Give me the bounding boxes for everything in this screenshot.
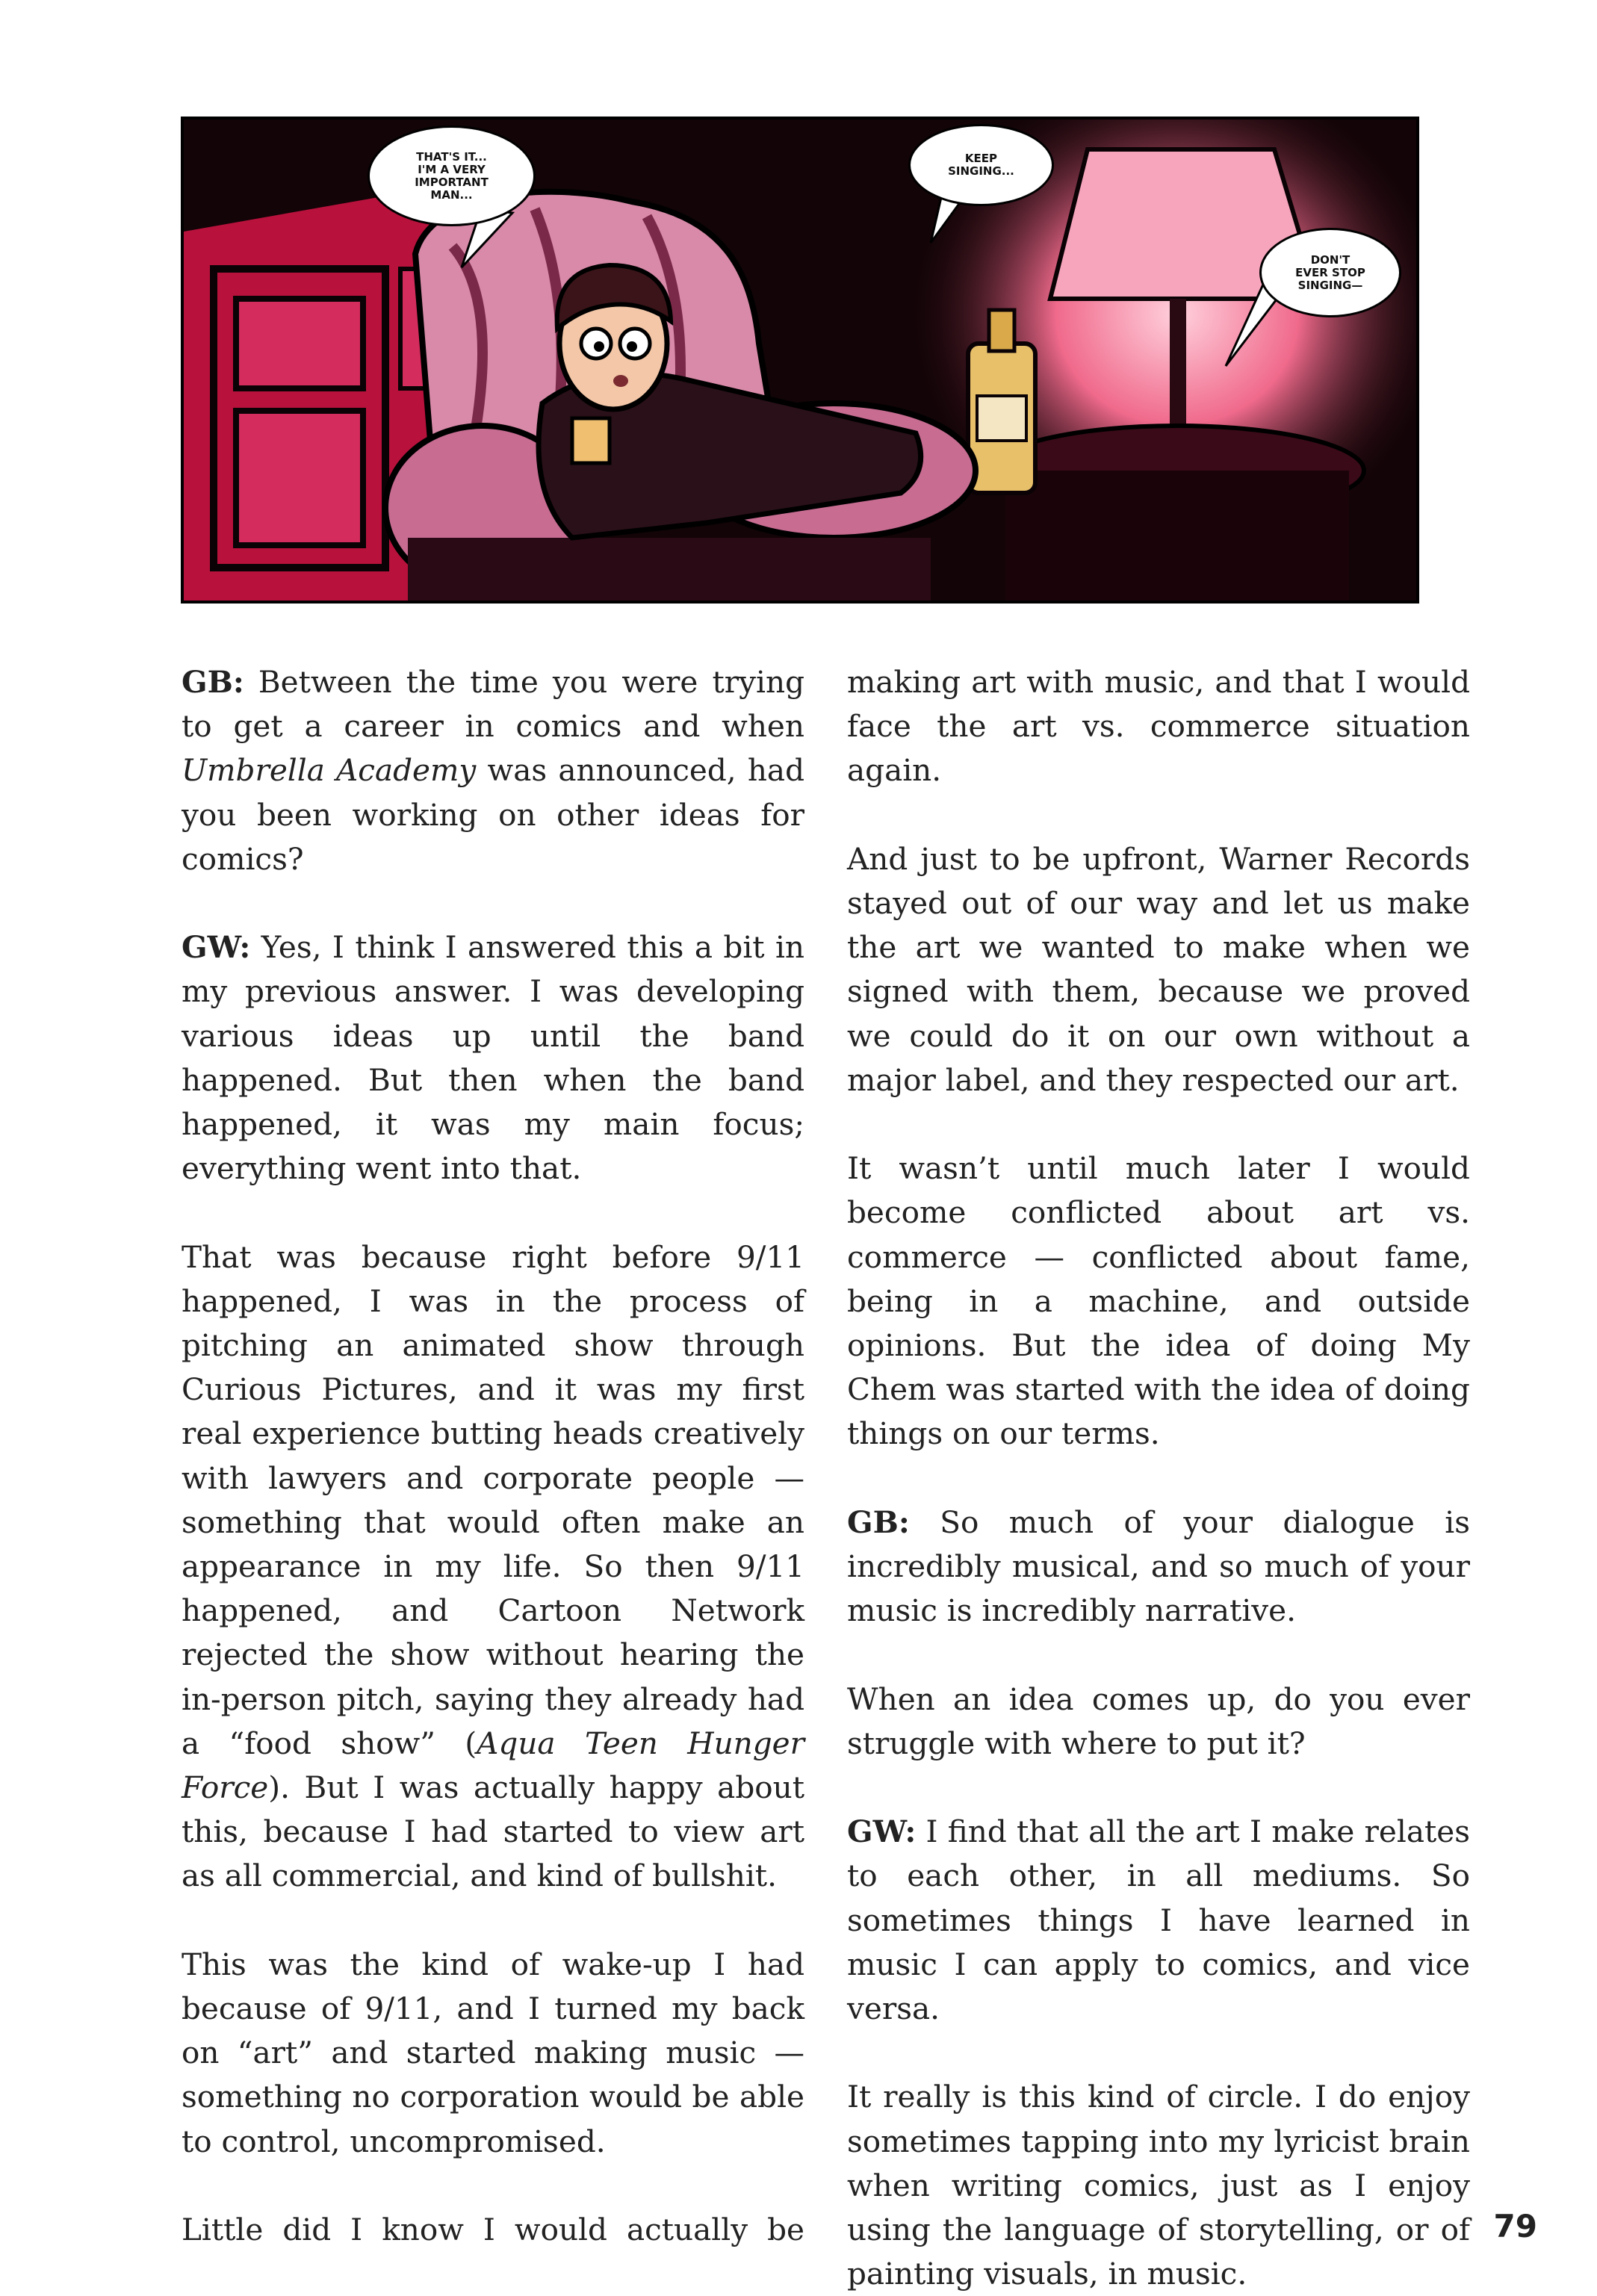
paragraph: GB: So much of your dialogue is incredibly musical, and so much of your music is incredibly narrative. xyxy=(847,1504,1470,1629)
paragraph: It really is this kind of circle. I do enjoy sometimes tapping into my lyricist brain when writing comics, just as I enjoy using the language of storytelling, or of painting visuals, in music. xyxy=(847,2079,1470,2292)
right-text-column xyxy=(847,660,1470,2292)
paragraph: When an idea comes up, do you ever struggle with where to put it? xyxy=(847,1681,1470,1761)
speech-bubble-important-man: THAT'S IT... I'M A VERY IMPORTANT MAN... xyxy=(368,125,536,226)
paragraph: GW: Yes, I think I answered this a bit in my previous answer. I was developing various ideas up until the band happened. But then when the band happened, it was my main focus; everything went into that. xyxy=(182,929,804,1187)
speech-bubble-dont-stop-singing: DON'T EVER STOP SINGING— xyxy=(1259,228,1401,317)
paragraph: This was the kind of wake-up I had because of 9/11, and I turned my back on “art” and started making music — something no corporation would be able to control, uncompromised. xyxy=(182,1946,804,2159)
paragraph: GB: Between the time you were trying to get a career in comics and when Umbrella Academy was announced, had you been working on other ideas for comics? xyxy=(182,664,805,877)
left-text-column xyxy=(182,660,805,2248)
paragraph: That was because right before 9/11 happened, I was in the process of pitching an animated show through Curious Pictures, and it was my first real experience butting heads creatively with lawyers and corporate people — something that would often make an appearance in my life. So then 9/11 happened, and Cartoon Network rejected the show without hearing the in-person pitch, saying they already had a “food show” (Aqua Teen Hunger Force). But I was actually happy about this, because I had started to view art as all commercial, and kind of bullshit. xyxy=(182,1238,805,1894)
speaker-label: GB: xyxy=(182,664,244,700)
speech-bubble-keep-singing: KEEP SINGING... xyxy=(908,124,1054,206)
page-number: 79 xyxy=(1493,2208,1537,2244)
comic-panel-artwork xyxy=(184,120,1416,601)
speaker-label: GB: xyxy=(847,1504,910,1540)
italic-title: Umbrella Academy xyxy=(182,752,477,789)
paragraph: And just to be upfront, Warner Records stayed out of our way and let us make the art we wanted to make when we signed with them, because we proved we could do it on our own without a major label, and they respected our art. xyxy=(847,840,1470,1098)
speaker-label: GW: xyxy=(182,929,251,966)
paragraph: GW: I find that all the art I make relates to each other, in all mediums. So sometimes things I have learned in music I can apply to comics, and vice versa. xyxy=(847,1813,1470,2027)
paragraph: It wasn’t until much later I would become conflicted about art vs. commerce — conflicted about fame, being in a machine, and outside opinions. But the idea of doing My Chem was started with the idea of doing things on our terms. xyxy=(847,1150,1470,1452)
italic-title: Aqua Teen Hunger Force xyxy=(182,1725,805,1806)
comic-panel-illustration xyxy=(181,117,1419,604)
paragraph: making art with music, and that I would face the art vs. commerce situation again. xyxy=(847,664,1470,789)
paragraph: Little did I know I would actually be xyxy=(182,2212,804,2248)
speaker-label: GW: xyxy=(847,1813,917,1850)
